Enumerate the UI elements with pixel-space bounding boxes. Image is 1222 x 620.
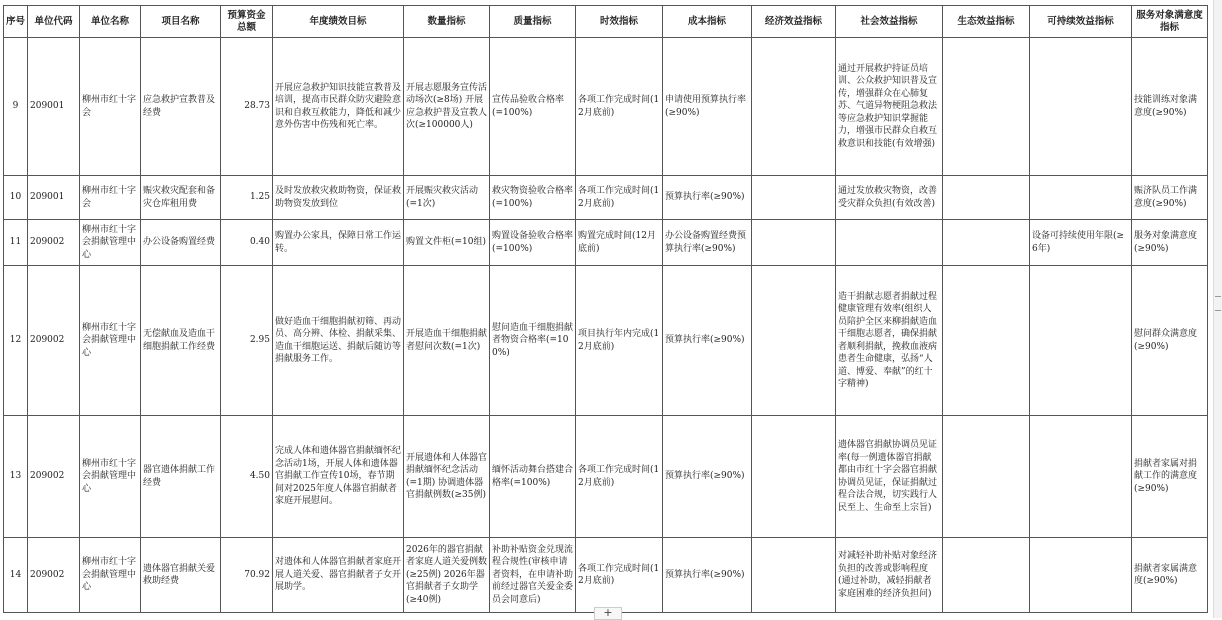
cell-unit-code[interactable]: 209002 [28,416,80,538]
vertical-scrollbar[interactable] [1213,0,1222,618]
cell-social-indicator[interactable]: 通过开展救护持证员培训、公众救护知识普及宣传，增强群众在心肺复苏、气道异物梗阻急救法等应急救护知识掌握能力，增强市民群众自救互救意识和技能(有效增强) [836,38,943,176]
cell-satisfaction-indicator[interactable]: 捐献者家属对捐献工作的满意度(≥90%) [1132,416,1208,538]
cell-timeliness-indicator[interactable]: 各项工作完成时间(12月底前) [576,538,663,613]
cell-unit-name[interactable]: 柳州市红十字会 [80,38,141,176]
header-cell: 项目名称 [141,6,221,38]
cell-quality-indicator[interactable]: 救灾物资验收合格率(=100%) [490,176,576,220]
cell-project-name[interactable]: 赈灾救灾配套和备灾仓库租用费 [141,176,221,220]
header-cell: 时效指标 [576,6,663,38]
cell-quality-indicator[interactable]: 慰问造血干细胞捐献者物资合格率(=100%) [490,266,576,416]
header-row [4,6,1208,38]
cell-unit-code[interactable]: 209002 [28,538,80,613]
header-cell: 成本指标 [663,6,752,38]
cell-social-indicator[interactable]: 对减轻补助补贴对象经济负担的改善或影响程度(通过补助，减轻捐献者家庭困难的经济负担问) [836,538,943,613]
cell-economic-indicator[interactable] [752,416,836,538]
cell-quality-indicator[interactable]: 补助补贴资金兑现流程合规性(审核申请者资料，在申请补助前经过器官关爱金委员会同意后) [490,538,576,613]
cell-unit-code[interactable]: 209002 [28,266,80,416]
cell-seq[interactable]: 11 [4,220,28,266]
table-row [4,416,1208,538]
cell-sustainable-indicator[interactable] [1030,266,1132,416]
cell-social-indicator[interactable] [836,220,943,266]
cell-budget[interactable]: 70.92 [221,538,273,613]
cell-cost-indicator[interactable]: 预算执行率(≥90%) [663,176,752,220]
cell-sustainable-indicator[interactable] [1030,38,1132,176]
cell-economic-indicator[interactable] [752,38,836,176]
cell-project-name[interactable]: 应急救护宣教普及经费 [141,38,221,176]
table-row [4,538,1208,613]
cell-unit-code[interactable]: 209002 [28,220,80,266]
cell-timeliness-indicator[interactable]: 购置完成时间(12月底前) [576,220,663,266]
cell-quantity-indicator[interactable]: 开展赈灾救灾活动(=1次) [404,176,490,220]
cell-budget[interactable]: 1.25 [221,176,273,220]
cell-unit-name[interactable]: 柳州市红十字会捐献管理中心 [80,416,141,538]
cell-timeliness-indicator[interactable]: 各项工作完成时间(12月底前) [576,38,663,176]
cell-sustainable-indicator[interactable] [1030,416,1132,538]
cell-ecological-indicator[interactable] [943,176,1030,220]
cell-quantity-indicator[interactable]: 开展遗体和人体器官捐献缅怀纪念活动(=1期) 协调遗体器官捐献例数(≥35例) [404,416,490,538]
cell-project-name[interactable]: 无偿献血及造血干细胞捐献工作经费 [141,266,221,416]
cell-annual-goal[interactable]: 做好造血干细胞捐献初筛、再动员、高分辨、体检、捐献采集、造血干细胞运送、捐献后随访等捐献服务工作。 [273,266,404,416]
cell-ecological-indicator[interactable] [943,416,1030,538]
table-row [4,176,1208,220]
cell-unit-name[interactable]: 柳州市红十字会捐献管理中心 [80,220,141,266]
cell-ecological-indicator[interactable] [943,266,1030,416]
cell-sustainable-indicator[interactable] [1030,538,1132,613]
cell-cost-indicator[interactable]: 预算执行率(≥90%) [663,538,752,613]
cell-quantity-indicator[interactable]: 2026年的器官捐献者家庭人道关爱例数(≥25例) 2026年器官捐献者子女助学(≥40例) [404,538,490,613]
cell-seq[interactable]: 10 [4,176,28,220]
cell-annual-goal[interactable]: 完成人体和遗体器官捐献缅怀纪念活动1场，开展人体和遗体器官捐献工作宣传10场，春节期间对2025年度人体器官捐献者家庭开展慰问。 [273,416,404,538]
header-cell: 单位名称 [80,6,141,38]
cell-social-indicator[interactable]: 造干捐献志愿者捐献过程健康管理有效率(组织人员陪护全区来柳捐献造血干细胞志愿者，确保捐献者顺利捐献，挽救血液病患者生命健康，弘扬“人道、博爱、奉献”的红十字精神) [836,266,943,416]
header-cell: 可持续效益指标 [1030,6,1132,38]
cell-satisfaction-indicator[interactable]: 技能训练对象满意度(≥90%) [1132,38,1208,176]
cell-seq[interactable]: 14 [4,538,28,613]
cell-sustainable-indicator[interactable]: 设备可持续使用年限(≥6年) [1030,220,1132,266]
cell-economic-indicator[interactable] [752,266,836,416]
cell-seq[interactable]: 9 [4,38,28,176]
cell-sustainable-indicator[interactable] [1030,176,1132,220]
cell-project-name[interactable]: 器官遗体捐献工作经费 [141,416,221,538]
cell-satisfaction-indicator[interactable]: 慰问群众满意度(≥90%) [1132,266,1208,416]
header-cell: 单位代码 [28,6,80,38]
cell-satisfaction-indicator[interactable]: 服务对象满意度(≥90%) [1132,220,1208,266]
add-sheet-button[interactable]: + [594,607,622,620]
cell-annual-goal[interactable]: 开展应急救护知识技能宣教普及培训，提高市民群众防灾避险意识和自救互救能力，降低和减少意外伤害中伤残和死亡率。 [273,38,404,176]
cell-economic-indicator[interactable] [752,220,836,266]
cell-quality-indicator[interactable]: 购置设备验收合格率(=100%) [490,220,576,266]
cell-unit-name[interactable]: 柳州市红十字会捐献管理中心 [80,266,141,416]
cell-budget[interactable]: 0.40 [221,220,273,266]
cell-timeliness-indicator[interactable]: 项目执行年内完成(12月底前) [576,266,663,416]
table-row [4,220,1208,266]
cell-satisfaction-indicator[interactable]: 捐献者家属满意度(≥90%) [1132,538,1208,613]
cell-cost-indicator[interactable]: 申请使用预算执行率(≥90%) [663,38,752,176]
cell-seq[interactable]: 12 [4,266,28,416]
cell-economic-indicator[interactable] [752,538,836,613]
cell-quantity-indicator[interactable]: 开展造血干细胞捐献者慰问次数(=1次) [404,266,490,416]
header-cell: 经济效益指标 [752,6,836,38]
cell-social-indicator[interactable]: 遗体器官捐献协调员见证率(每一例遗体器官捐献都由市红十字会器官捐献协调员见证，保证捐献过程合法合规，切实践行人民至上、生命至上宗旨) [836,416,943,538]
cell-cost-indicator[interactable]: 预算执行率(≥90%) [663,266,752,416]
cell-economic-indicator[interactable] [752,176,836,220]
cell-unit-name[interactable]: 柳州市红十字会 [80,176,141,220]
cell-annual-goal[interactable]: 及时发放救灾救助物资，保证救助物资发放到位 [273,176,404,220]
scrollbar-tick [1215,310,1221,311]
header-cell: 数量指标 [404,6,490,38]
header-cell: 预算资金总额 [221,6,273,38]
cell-quantity-indicator[interactable]: 开展志愿服务宣传活动场次(≥8场) 开展应急救护普及宣教人次(≥100000人) [404,38,490,176]
cell-quality-indicator[interactable]: 宣传品验收合格率(=100%) [490,38,576,176]
cell-cost-indicator[interactable]: 预算执行率(≥90%) [663,416,752,538]
header-cell: 序号 [4,6,28,38]
cell-project-name[interactable]: 遗体器官捐献关爱救助经费 [141,538,221,613]
cell-budget[interactable]: 28.73 [221,38,273,176]
cell-ecological-indicator[interactable] [943,538,1030,613]
cell-social-indicator[interactable]: 通过发放救灾物资，改善受灾群众负担(有效改善) [836,176,943,220]
performance-table [3,5,1208,613]
cell-unit-code[interactable]: 209001 [28,38,80,176]
cell-budget[interactable]: 2.95 [221,266,273,416]
cell-satisfaction-indicator[interactable]: 赈济队员工作满意度(≥90%) [1132,176,1208,220]
cell-project-name[interactable]: 办公设备购置经费 [141,220,221,266]
cell-ecological-indicator[interactable] [943,38,1030,176]
cell-annual-goal[interactable]: 购置办公家具，保障日常工作运转。 [273,220,404,266]
cell-unit-code[interactable]: 209001 [28,176,80,220]
table-row [4,266,1208,416]
cell-cost-indicator[interactable]: 办公设备购置经费预算执行率(≥90%) [663,220,752,266]
cell-timeliness-indicator[interactable]: 各项工作完成时间(12月底前) [576,416,663,538]
cell-timeliness-indicator[interactable]: 各项工作完成时间(12月底前) [576,176,663,220]
cell-quantity-indicator[interactable]: 购置文件柜(=10组) [404,220,490,266]
cell-budget[interactable]: 4.50 [221,416,273,538]
header-cell: 质量指标 [490,6,576,38]
cell-annual-goal[interactable]: 对遗体和人体器官捐献者家庭开展人道关爱、器官捐献者子女开展助学。 [273,538,404,613]
cell-seq[interactable]: 13 [4,416,28,538]
header-cell: 年度绩效目标 [273,6,404,38]
cell-quality-indicator[interactable]: 缅怀活动舞台搭建合格率(=100%) [490,416,576,538]
table-row [4,38,1208,176]
cell-unit-name[interactable]: 柳州市红十字会捐献管理中心 [80,538,141,613]
cell-ecological-indicator[interactable] [943,220,1030,266]
header-cell: 生态效益指标 [943,6,1030,38]
header-cell: 社会效益指标 [836,6,943,38]
header-cell: 服务对象满意度指标 [1132,6,1208,38]
scrollbar-tick [1215,296,1221,297]
